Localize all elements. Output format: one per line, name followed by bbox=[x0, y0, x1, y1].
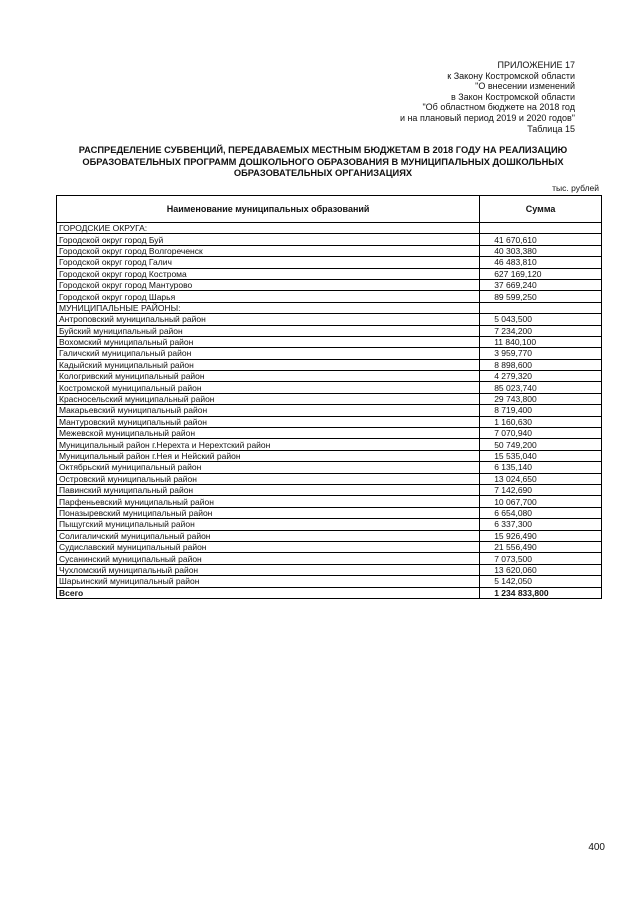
table-row bbox=[57, 371, 602, 382]
appendix-line: ПРИЛОЖЕНИЕ 17 bbox=[497, 60, 575, 70]
municipality-name-cell: Красносельский муниципальный район bbox=[57, 393, 480, 404]
sum-cell: 627 169,120 bbox=[480, 268, 602, 279]
sum-cell: 89 599,250 bbox=[480, 291, 602, 302]
municipality-name-cell: Кадыйский муниципальный район bbox=[57, 359, 480, 370]
sum-cell: 50 749,200 bbox=[480, 439, 602, 450]
municipality-name-cell: Островский муниципальный район bbox=[57, 473, 480, 484]
municipality-name-cell: Мантуровский муниципальный район bbox=[57, 416, 480, 427]
sum-cell: 10 067,700 bbox=[480, 496, 602, 507]
municipality-name-cell: Галичский муниципальный район bbox=[57, 348, 480, 359]
table-row bbox=[57, 382, 602, 393]
table-row bbox=[57, 450, 602, 461]
municipality-name-cell: Солигаличский муниципальный район bbox=[57, 530, 480, 541]
page-number: 400 bbox=[588, 842, 605, 853]
sum-cell: 1 234 833,800 bbox=[480, 587, 602, 598]
municipality-name-cell: Городской округ город Волгореченск bbox=[57, 245, 480, 256]
table-row bbox=[57, 223, 602, 234]
municipality-name-cell: Вохомский муниципальный район bbox=[57, 336, 480, 347]
municipality-name-cell: Городской округ город Буй bbox=[57, 234, 480, 245]
sum-cell: 4 279,320 bbox=[480, 371, 602, 382]
sum-cell: 8 719,400 bbox=[480, 405, 602, 416]
sum-cell: 3 959,770 bbox=[480, 348, 602, 359]
sum-cell: 7 234,200 bbox=[480, 325, 602, 336]
table-row bbox=[57, 245, 602, 256]
table-row bbox=[57, 496, 602, 507]
table-row bbox=[57, 405, 602, 416]
municipality-name-cell: Городской округ город Галич bbox=[57, 257, 480, 268]
municipality-name-cell: Городской округ город Мантурово bbox=[57, 279, 480, 290]
sum-cell: 11 840,100 bbox=[480, 336, 602, 347]
table-row bbox=[57, 234, 602, 245]
municipality-name-cell: МУНИЦИПАЛЬНЫЕ РАЙОНЫ: bbox=[57, 302, 480, 313]
municipality-name-cell: Чухломский муниципальный район bbox=[57, 564, 480, 575]
table-row bbox=[57, 393, 602, 404]
table-body bbox=[57, 223, 602, 599]
table-number: Таблица 15 bbox=[527, 123, 575, 134]
sum-cell: 15 535,040 bbox=[480, 450, 602, 461]
table-header-row bbox=[57, 196, 602, 223]
sum-cell bbox=[480, 302, 602, 313]
table-row bbox=[57, 541, 602, 552]
table-row bbox=[57, 428, 602, 439]
sum-cell bbox=[480, 223, 602, 234]
table-row bbox=[57, 530, 602, 541]
sum-cell: 29 743,800 bbox=[480, 393, 602, 404]
municipality-name-cell: Городской округ город Кострома bbox=[57, 268, 480, 279]
municipality-name-cell: Муниципальный район г.Нерехта и Нерехтский район bbox=[57, 439, 480, 450]
table-row bbox=[57, 416, 602, 427]
table-row bbox=[57, 359, 602, 370]
sum-cell: 15 926,490 bbox=[480, 530, 602, 541]
municipality-name-cell: Поназыревский муниципальный район bbox=[57, 507, 480, 518]
sum-cell: 37 669,240 bbox=[480, 279, 602, 290]
table-row bbox=[57, 576, 602, 587]
municipality-name-cell: ГОРОДСКИЕ ОКРУГА: bbox=[57, 223, 480, 234]
units-label: тыс. рублей bbox=[552, 183, 599, 193]
appendix-line: "Об областном бюджете на 2018 год bbox=[422, 102, 575, 113]
municipality-name-cell: Городской округ город Шарья bbox=[57, 291, 480, 302]
sum-cell: 6 654,080 bbox=[480, 507, 602, 518]
sum-cell: 85 023,740 bbox=[480, 382, 602, 393]
table-row bbox=[57, 484, 602, 495]
municipality-name-cell: Макарьевский муниципальный район bbox=[57, 405, 480, 416]
table-row bbox=[57, 462, 602, 473]
appendix-line: "О внесении изменений bbox=[475, 81, 575, 92]
municipality-name-cell: Кологривский муниципальный район bbox=[57, 371, 480, 382]
total-row bbox=[57, 587, 602, 598]
appendix-header bbox=[400, 60, 575, 134]
municipality-name-cell: Судиславский муниципальный район bbox=[57, 541, 480, 552]
municipality-name-cell: Буйский муниципальный район bbox=[57, 325, 480, 336]
sum-cell: 21 556,490 bbox=[480, 541, 602, 552]
column-header-name: Наименование муниципальных образований bbox=[57, 196, 480, 223]
table-row bbox=[57, 325, 602, 336]
table-row bbox=[57, 348, 602, 359]
sum-cell: 7 073,500 bbox=[480, 553, 602, 564]
document-title: РАСПРЕДЕЛЕНИЕ СУБВЕНЦИЙ, ПЕРЕДАВАЕМЫХ МЕСТНЫМ БЮДЖЕТАМ В 2018 ГОДУ НА РЕАЛИЗАЦИЮ ОБРАЗОВАТЕЛЬНЫХ ПРОГРАММ ДОШКОЛЬНОГО ОБРАЗОВАНИЯ В МУНИЦИПАЛЬНЫХ ДОШКОЛЬНЫХ ОБРАЗОВАТЕЛЬНЫХ ОРГАНИЗАЦИЯХ bbox=[78, 145, 568, 178]
table-row bbox=[57, 473, 602, 484]
table-row bbox=[57, 519, 602, 530]
sum-cell: 7 070,940 bbox=[480, 428, 602, 439]
appendix-line: в Закон Костромской области bbox=[450, 91, 575, 102]
table-row bbox=[57, 291, 602, 302]
table-row bbox=[57, 439, 602, 450]
sum-cell: 6 337,300 bbox=[480, 519, 602, 530]
sum-cell: 8 898,600 bbox=[480, 359, 602, 370]
column-header-sum: Сумма bbox=[480, 196, 602, 223]
table-row bbox=[57, 302, 602, 313]
sum-cell: 41 670,610 bbox=[480, 234, 602, 245]
table-row bbox=[57, 553, 602, 564]
municipality-name-cell: Октябрьский муниципальный район bbox=[57, 462, 480, 473]
municipality-name-cell: Шарьинский муниципальный район bbox=[57, 576, 480, 587]
table-row bbox=[57, 268, 602, 279]
municipality-name-cell: Межевской муниципальный район bbox=[57, 428, 480, 439]
municipality-name-cell: Костромской муниципальный район bbox=[57, 382, 480, 393]
table-row bbox=[57, 507, 602, 518]
sum-cell: 5 043,500 bbox=[480, 314, 602, 325]
sum-cell: 6 135,140 bbox=[480, 462, 602, 473]
sum-cell: 13 620,060 bbox=[480, 564, 602, 575]
table-row bbox=[57, 279, 602, 290]
municipality-name-cell: Муниципальный район г.Нея и Нейский район bbox=[57, 450, 480, 461]
sum-cell: 46 483,810 bbox=[480, 257, 602, 268]
municipality-name-cell: Пыщугский муниципальный район bbox=[57, 519, 480, 530]
sum-cell: 40 303,380 bbox=[480, 245, 602, 256]
appendix-line: и на плановый период 2019 и 2020 годов" bbox=[399, 112, 575, 123]
table-row bbox=[57, 564, 602, 575]
table-row bbox=[57, 336, 602, 347]
municipality-name-cell: Всего bbox=[57, 587, 480, 598]
sum-cell: 5 142,050 bbox=[480, 576, 602, 587]
municipality-name-cell: Павинский муниципальный район bbox=[57, 484, 480, 495]
appendix-line: к Закону Костромской области bbox=[447, 70, 575, 81]
municipality-name-cell: Антроповский муниципальный район bbox=[57, 314, 480, 325]
sum-cell: 13 024,650 bbox=[480, 473, 602, 484]
table-row bbox=[57, 314, 602, 325]
sum-cell: 7 142,690 bbox=[480, 484, 602, 495]
municipality-name-cell: Парфеньевский муниципальный район bbox=[57, 496, 480, 507]
municipality-name-cell: Сусанинский муниципальный район bbox=[57, 553, 480, 564]
table-row bbox=[57, 257, 602, 268]
subventions-table bbox=[56, 195, 602, 599]
sum-cell: 1 160,630 bbox=[480, 416, 602, 427]
